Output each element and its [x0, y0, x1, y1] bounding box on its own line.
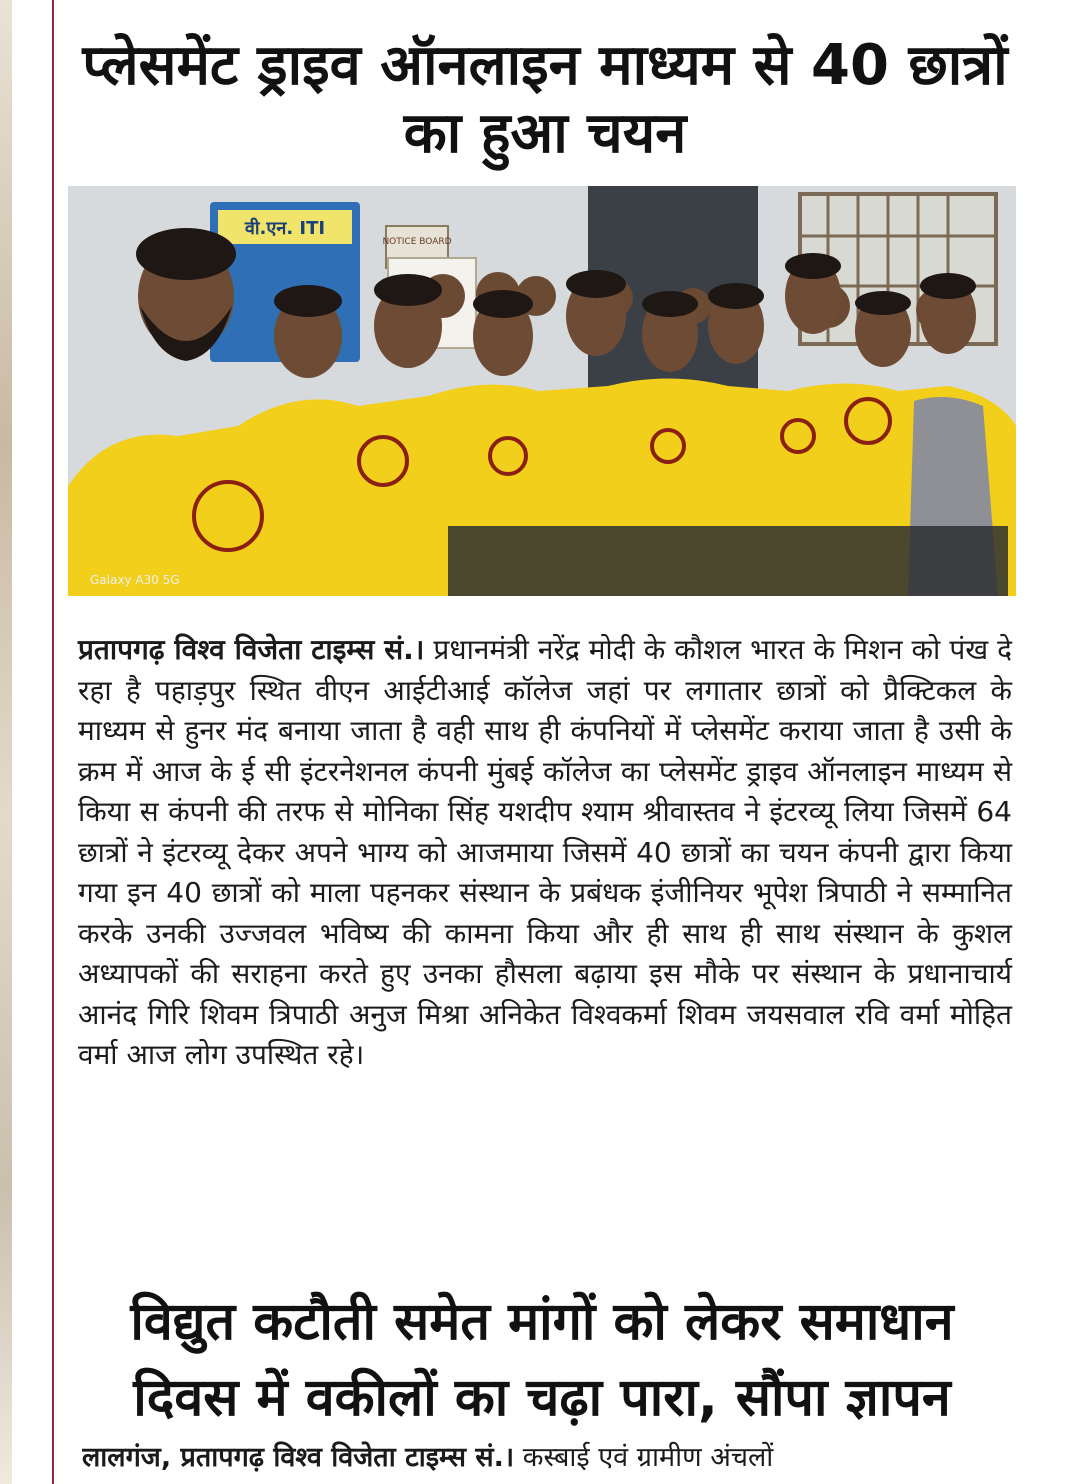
headline-1-line-1: प्लेसमेंट ड्राइव ऑनलाइन माध्यम से 40 छात्रों — [82, 33, 1008, 98]
story-2-body: कस्बाई एवं ग्रामीण अंचलों — [522, 1442, 774, 1473]
headline-2-line-1: विद्युत कटौती समेत मांगों को लेकर समाधान — [130, 1292, 954, 1352]
story-1-body: प्रधानमंत्री नरेंद्र मोदी के कौशल भारत के मिशन को पंख दे रहा है पहाड़पुर स्थित वीएन आईटीआई कॉलेज जहां पर लगातार छात्रों को प्रैक्टिकल के माध्यम से हुनर मंद बनाया जाता है वही साथ ही कंपनियों में प्लेसमेंट कराया जाता है उसी के क्रम में आज के ई सी इंटरनेशनल कंपनी मुंबई कॉलेज का प्लेसमेंट ड्राइव ऑनलाइन माध्यम से किया स कंपनी की तरफ से मोनिका सिंह यशदीप श्याम श्रीवास्तव ने इंटरव्यू लिया जिसमें 64 छात्रों ने इंटरव्यू देकर अपने भाग्य को आजमाया जिसमें 40 छात्रों का चयन कंपनी द्वारा किया गया इन 40 छात्रों को माला पहनकर संस्थान के प्रबंधक इंजीनियर भूपेश त्रिपाठी ने सम्मानित करके उनकी उज्जवल भविष्य की कामना किया और ही साथ ही साथ संस्थान के कुशल अध्यापकों की सराहना करते हुए उनका हौसला बढ़ाया इस मौके पर संस्थान के प्रधानाचार्य आनंद गिरि शिवम त्रिपाठी अनुज मिश्रा अनिकेत विश्वकर्मा शिवम जयसवाल रवि वर्मा मोहित वर्मा आज लोग उपस्थित रहे। — [78, 633, 1012, 1071]
notice-board-label: NOTICE BOARD — [382, 237, 452, 247]
story-2-dateline: लालगंज, प्रतापगढ़ विश्व विजेता टाइम्स सं.। — [82, 1442, 515, 1473]
headline-2-line-2: दिवस में वकीलों का चढ़ा पारा, सौंपा ज्ञापन — [133, 1368, 951, 1428]
column-rule — [52, 0, 54, 1484]
camera-watermark: Galaxy A30 5G — [90, 573, 180, 587]
news-photo — [68, 186, 1016, 596]
story-1-dateline: प्रतापगढ़ विश्व विजेता टाइम्स सं.। — [78, 633, 425, 666]
banner-text: वी.एन. ITI — [244, 218, 326, 239]
story-2-text — [82, 1438, 1022, 1478]
story-1-text — [78, 630, 1012, 1076]
group-photo-illustration — [68, 186, 1016, 596]
headline-1-line-2: का हुआ चयन — [403, 101, 687, 166]
adjacent-page-edge — [0, 0, 12, 1484]
